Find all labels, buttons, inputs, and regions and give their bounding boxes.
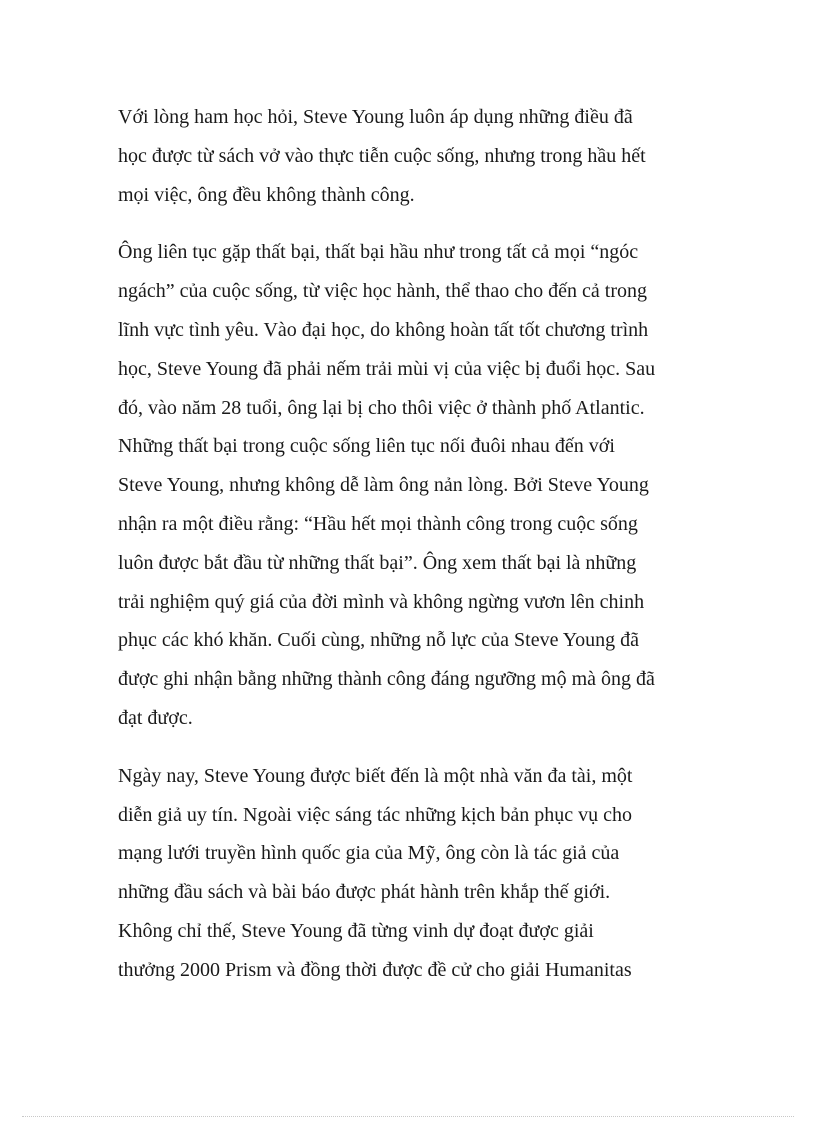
text-line: được ghi nhận bằng những thành công đáng ngưỡng mộ mà ông đã bbox=[118, 668, 655, 691]
text-line: lĩnh vực tình yêu. Vào đại học, do không hoàn tất tốt chương trình bbox=[118, 318, 649, 341]
text-line: luôn được bắt đầu từ những thất bại”. Ông xem thất bại là những bbox=[118, 551, 637, 574]
text-line: Ông liên tục gặp thất bại, thất bại hầu như trong tất cả mọi “ngóc bbox=[118, 241, 639, 264]
text-line: đạt được. bbox=[118, 706, 193, 729]
text-line: Những thất bại trong cuộc sống liên tục nối đuôi nhau đến với bbox=[118, 435, 615, 458]
text-line: Với lòng ham học hỏi, Steve Young luôn áp dụng những điều đã bbox=[118, 106, 633, 128]
text-line: ngách” của cuộc sống, từ việc học hành, thể thao cho đến cả trong bbox=[118, 280, 647, 303]
text-line: Ngày nay, Steve Young được biết đến là một nhà văn đa tài, một bbox=[118, 764, 633, 787]
document-body bbox=[118, 98, 703, 1009]
paragraph-3 bbox=[118, 757, 703, 990]
text-line: Steve Young, nhưng không dễ làm ông nản lòng. Bởi Steve Young bbox=[118, 474, 649, 497]
text-line: Không chỉ thế, Steve Young đã từng vinh dự đoạt được giải bbox=[118, 919, 594, 942]
text-line: trải nghiệm quý giá của đời mình và không ngừng vươn lên chinh bbox=[118, 590, 645, 613]
text-line: học được từ sách vở vào thực tiễn cuộc sống, nhưng trong hầu hết bbox=[118, 144, 646, 167]
page-bottom-edge bbox=[22, 1116, 794, 1117]
text-line: mọi việc, ông đều không thành công. bbox=[118, 183, 415, 206]
text-line: học, Steve Young đã phải nếm trải mùi vị của việc bị đuổi học. Sau bbox=[118, 357, 656, 380]
paragraph-2 bbox=[118, 233, 703, 737]
text-line: phục các khó khăn. Cuối cùng, những nỗ lực của Steve Young đã bbox=[118, 629, 640, 652]
paragraph-1 bbox=[118, 98, 703, 214]
text-line: những đầu sách và bài báo được phát hành trên khắp thế giới. bbox=[118, 881, 611, 904]
text-line: đó, vào năm 28 tuổi, ông lại bị cho thôi việc ở thành phố Atlantic. bbox=[118, 396, 645, 419]
text-line: diễn giả uy tín. Ngoài việc sáng tác những kịch bản phục vụ cho bbox=[118, 803, 633, 826]
text-line: thưởng 2000 Prism và đồng thời được đề cử cho giải Humanitas bbox=[118, 958, 632, 981]
text-line: nhận ra một điều rằng: “Hầu hết mọi thành công trong cuộc sống bbox=[118, 512, 638, 535]
text-line: mạng lưới truyền hình quốc gia của Mỹ, ông còn là tác giả của bbox=[118, 842, 620, 865]
